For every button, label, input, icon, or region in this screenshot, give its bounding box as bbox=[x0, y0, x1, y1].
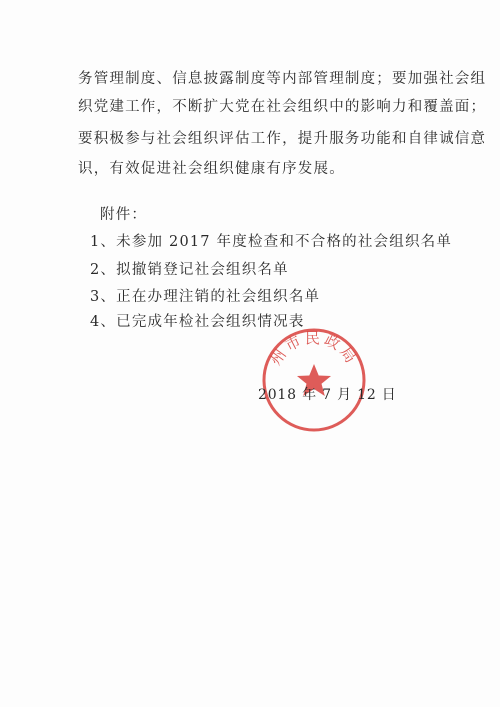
paragraph-line-2: 织党建工作，不断扩大党在社会组织中的影响力和覆盖面； bbox=[78, 99, 487, 115]
attachment-item-2: 2、拟撤销登记社会组织名单 bbox=[90, 262, 289, 278]
svg-text:州市民政局 bbox=[266, 329, 361, 369]
attachment-item-1: 1、未参加 2017 年度检查和不合格的社会组织名单 bbox=[90, 234, 453, 250]
paragraph-line-1: 务管理制度、信息披露制度等内部管理制度；要加强社会组 bbox=[78, 71, 487, 87]
paragraph-line-4: 识，有效促进社会组织健康有序发展。 bbox=[78, 161, 345, 177]
attachment-item-4: 4、已完成年检社会组织情况表 bbox=[90, 314, 305, 330]
signature-date: 2018 年 7 月 12 日 bbox=[258, 387, 397, 403]
seal-text: 州市民政局 bbox=[266, 329, 362, 369]
attachments-heading: 附件： bbox=[100, 207, 148, 223]
paragraph-line-3: 要积极参与社会组织评估工作，提升服务功能和自律诚信意 bbox=[78, 131, 487, 147]
attachment-item-3: 3、正在办理注销的社会组织名单 bbox=[90, 289, 321, 305]
official-seal bbox=[258, 324, 370, 436]
